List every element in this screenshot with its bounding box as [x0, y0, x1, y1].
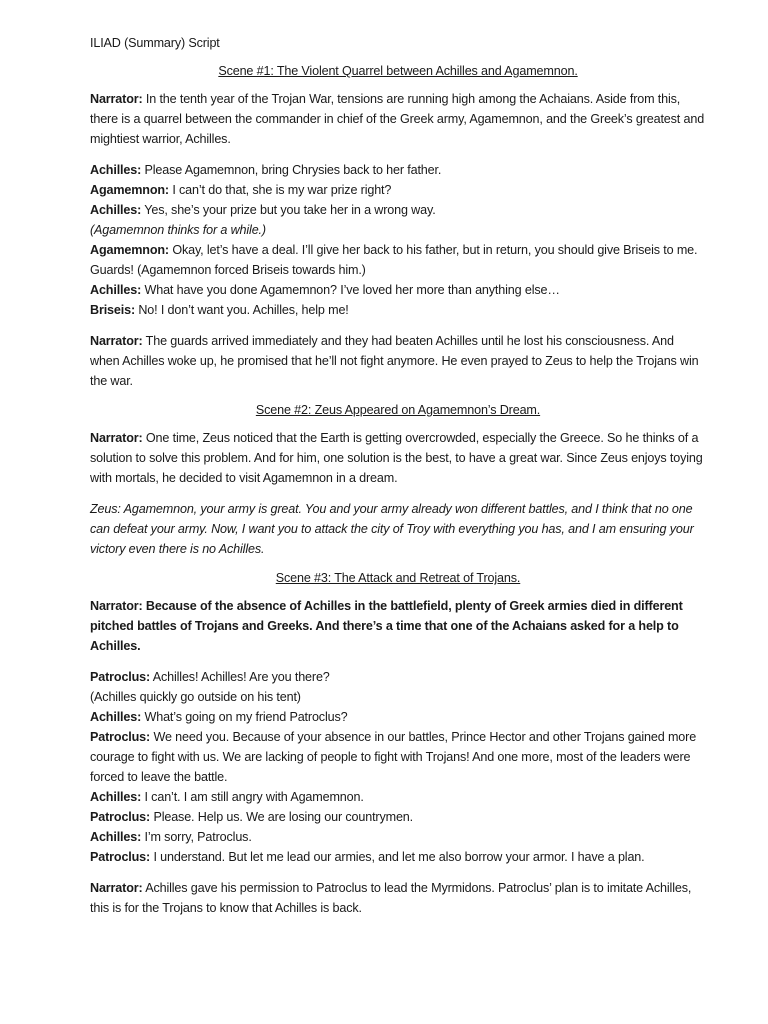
scene-1-heading: Scene #1: The Violent Quarrel between Achilles and Agamemnon.	[218, 64, 578, 78]
scene-3-narration-1: Narrator: Because of the absence of Achilles in the battlefield, plenty of Greek armies died in different pitched battles of Trojans and Greeks. And there’s a time that one of the Achaians asked for a help to Achilles.	[90, 599, 683, 653]
speaker-label: Briseis:	[90, 303, 135, 317]
dialogue-line	[90, 727, 706, 787]
narration-text: The guards arrived immediately and they had beaten Achilles until he lost his consciousness. And when Achilles woke up, he promised that he’ll not fight anymore. He even prayed to Zeus to help the Trojans win the war.	[90, 334, 699, 388]
dialogue-text: I’m sorry, Patroclus.	[141, 830, 252, 844]
dialogue-text: What have you done Agamemnon? I’ve loved her more than anything else…	[141, 283, 560, 297]
dialogue-text: I understand. But let me lead our armies, and let me also borrow your armor. I have a plan.	[150, 850, 645, 864]
dialogue-text: I can’t do that, she is my war prize right?	[168, 183, 392, 197]
dialogue-line	[90, 300, 706, 320]
stage-direction-text: (Achilles quickly go outside on his tent)	[90, 690, 301, 704]
speaker-label: Patroclus:	[90, 810, 151, 824]
dialogue-line	[90, 200, 706, 220]
scene-2-heading: Scene #2: Zeus Appeared on Agamemnon’s Dream.	[255, 403, 541, 417]
speaker-label: Achilles:	[90, 203, 142, 217]
scene-3-dialogue	[90, 667, 706, 867]
narration-text: In the tenth year of the Trojan War, tensions are running high among the Achaians. Aside from this, there is a quarrel between the commander in chief of the Greek army, Agamemnon, and the Greek’s greatest and mightiest warrior, Achilles.	[90, 92, 705, 146]
narration-text: Achilles gave his permission to Patroclus to lead the Myrmidons. Patroclus’ plan is to imitate Achilles, this is for the Trojans to know that Achilles is back.	[90, 881, 692, 915]
dialogue-text: Okay, let’s have a deal. I’ll give her back to his father, but in return, you should give Briseis to me. Guards! (Agamemnon forced Briseis towards him.)	[90, 243, 698, 277]
dialogue-line	[90, 667, 706, 687]
speaker-label: Patroclus:	[90, 730, 151, 744]
dialogue-text: Yes, she’s your prize but you take her in a wrong way.	[141, 203, 436, 217]
dialogue-line	[90, 827, 706, 847]
scene-1-narration-1	[90, 89, 706, 149]
stage-direction	[90, 220, 706, 240]
dialogue-line	[90, 707, 706, 727]
dialogue-text: What’s going on my friend Patroclus?	[141, 710, 348, 724]
dialogue-text: I can’t. I am still angry with Agamemnon.	[141, 790, 364, 804]
document-title: ILIAD (Summary) Script	[90, 36, 220, 50]
speaker-label: Achilles:	[90, 790, 142, 804]
dialogue-line	[90, 280, 706, 300]
dialogue-text: We need you. Because of your absence in our battles, Prince Hector and other Trojans gained more courage to fight with us. We are lacking of people to fight with Trojans! And one more, most of the leaders were forced to leave the battle.	[90, 730, 697, 784]
scene-1-dialogue	[90, 160, 706, 320]
speaker-label: Patroclus:	[90, 670, 151, 684]
scene-3-narration-2	[90, 878, 706, 918]
speaker-label: Narrator:	[90, 92, 143, 106]
speaker-label: Narrator:	[90, 881, 143, 895]
scene-3-heading: Scene #3: The Attack and Retreat of Trojans.	[275, 571, 521, 585]
speaker-label: Narrator:	[90, 334, 143, 348]
stage-direction-text: (Agamemnon thinks for a while.)	[90, 223, 266, 237]
dialogue-line	[90, 847, 706, 867]
dialogue-line	[90, 807, 706, 827]
speaker-label: Agamemnon:	[90, 183, 169, 197]
dialogue-line	[90, 160, 706, 180]
scene-2-narration	[90, 428, 706, 488]
dialogue-line	[90, 787, 706, 807]
dialogue-text: No! I don’t want you. Achilles, help me!	[135, 303, 349, 317]
speaker-label: Agamemnon:	[90, 243, 169, 257]
speaker-label: Achilles:	[90, 283, 142, 297]
dialogue-line	[90, 240, 706, 280]
narration-text: One time, Zeus noticed that the Earth is getting overcrowded, especially the Greece. So he thinks of a solution to solve this problem. And for him, one solution is the best, to have a great war. Since Zeus enjoys toying with mortals, he decided to visit Agamemnon in a dream.	[90, 431, 703, 485]
speaker-label: Achilles:	[90, 710, 142, 724]
dialogue-text: Please. Help us. We are losing our countrymen.	[150, 810, 414, 824]
dialogue-text: Achilles! Achilles! Are you there?	[150, 670, 330, 684]
stage-direction	[90, 687, 706, 707]
scene-1-narration-2	[90, 331, 706, 391]
speaker-label: Achilles:	[90, 163, 142, 177]
zeus-dream-speech: Zeus: Agamemnon, your army is great. You and your army already won different battles, and I think that no one can defeat your army. Now, I want you to attack the city of Troy with everything you has, and I am ensuring your victory even there is no Achilles.	[90, 502, 694, 556]
dialogue-line	[90, 180, 706, 200]
speaker-label: Narrator:	[90, 431, 143, 445]
speaker-label: Achilles:	[90, 830, 142, 844]
speaker-label: Patroclus:	[90, 850, 151, 864]
dialogue-text: Please Agamemnon, bring Chrysies back to her father.	[141, 163, 442, 177]
